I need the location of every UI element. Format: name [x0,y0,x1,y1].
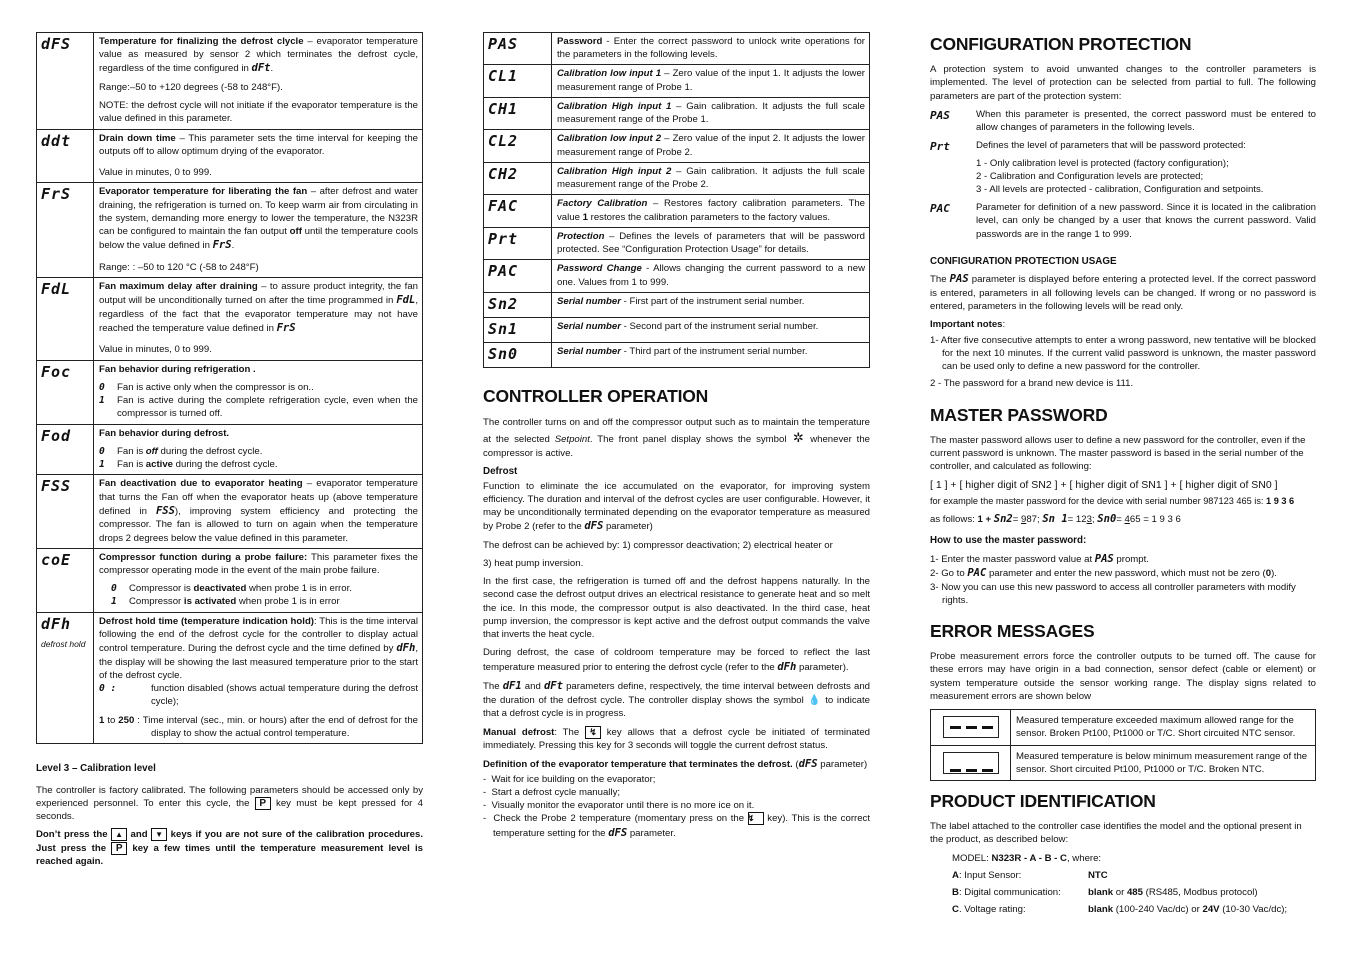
option-bold: off [145,445,158,457]
param-ref: PAC [967,567,987,580]
error-table [930,709,1316,781]
param-row-ch2 [484,162,870,194]
param-title: Fan maximum delay after draining [99,281,258,293]
param-desc-2: until the temperature cools below the value defined in [99,226,418,252]
text-bold: blank [1088,887,1114,899]
option-value: 0 : [99,683,117,695]
model-line [952,852,1316,865]
param-desc: – evaporator temperature that turns the Fan off when the evaporator heats up (above temperature defined in [99,478,418,517]
param-ref: Sn 1 [1042,512,1068,525]
param-ref: FSS [155,504,175,517]
param-row-fdl [37,278,423,361]
param-code: Foc [41,362,72,381]
master-password-heading: MASTER PASSWORD [930,404,1108,425]
text: 1- Enter the master password value at [930,553,1095,565]
option-value: 1 [111,596,117,608]
param-title: Temperature for finalizing the defrost clycle [99,36,304,47]
param-title: Serial number [557,295,621,307]
howto-list [930,552,1316,607]
param-code: coE [41,550,72,569]
text: : Input Sensor: [958,869,1022,881]
param-title: Protection [557,230,605,242]
text: ). [1271,568,1277,580]
param-code: CH1 [488,99,519,118]
text-bold: blank [1088,904,1114,916]
option-1 [99,394,418,420]
param-desc [976,108,1316,134]
text: Don’t press the [36,829,112,841]
param-code: dFh [41,614,72,633]
param-line: 3 - All levels are protected - calibration, Configuration and setpoints. [976,184,1264,196]
text: whenever the compressor is active. [483,433,870,459]
param-row-foc [37,360,423,424]
text-bold: Definition of the evaporator temperature that terminates the defrost. [483,759,793,771]
param-title: Compressor function during a probe failure: [99,551,308,563]
text: and [127,829,152,841]
snowflake-icon: ✲ [792,429,804,445]
bullet-text: Start a defrost cycle manually; [491,786,621,798]
text: = [1012,513,1021,525]
option-bold: deactivated [193,583,247,595]
text-bold: 24V [1202,904,1220,916]
level3-title: Level 3 – Calibration level [36,763,156,775]
option-range [99,714,418,740]
param-title: Calibration High input 1 [557,100,672,112]
param-desc: - Third part of the instrument serial number. [620,346,808,358]
text: = [1116,513,1125,525]
defrost-p6 [483,679,870,721]
param-row-coe [37,548,423,612]
text: parameter and enter the new password, which must not be zero ( [986,568,1266,580]
param-desc [976,139,1316,196]
param-desc: - First part of the instrument serial number. [620,295,805,307]
param-title: Calibration High input 2 [557,165,672,177]
notes-title [930,318,1316,331]
manual-defrost [483,726,870,753]
param-ref: dFt [251,62,271,75]
option-value: 0 [99,381,105,393]
param-desc: – after defrost and water draining, the refrigeration is turned on. To keep warm air from circulating in the system, demanding more energy to lower the temperature, the N323R can be configured to maintain the fan output [99,186,419,238]
howto-heading: How to use the master password: [930,535,1087,547]
digit-highlight: 3 [1086,513,1092,525]
defrost-p3: 3) heat pump inversion. [483,557,584,569]
text-bold: B [952,887,959,899]
param-title: Fan deactivation due to evaporator heating [99,478,303,490]
param-row-fss [37,475,423,548]
column-2 [483,32,870,840]
param-ref: dF1 [502,680,522,693]
param-desc-2: restores the calibration parameters to the factory values. [587,211,831,223]
option-range-start: 1 [99,714,105,726]
param-title: Factory Calibration [557,198,648,210]
bullet-1: - Wait for ice building on the evaporator; [483,773,656,785]
option-value: 1 [99,395,105,407]
usage-text [930,272,1316,313]
config-protection-heading: CONFIGURATION PROTECTION [930,34,1192,54]
text: Function to eliminate the ice accumulated on the evaporator, for improving system efficiency. The duration and interval of the defrost cycles are user configurable. However, it may be unconditionally terminated depending on the evaporator temperature as measured by Probe 2 (refer to the [483,480,870,533]
param-row-dfh [37,612,423,743]
text: During defrost, the case of coldroom temperature may be forced to reflect the last temperature measured prior to entering the defrost cycle (refer to the [483,647,870,673]
defrost-heading: Defrost [483,466,518,477]
option-value: 0 [111,583,117,595]
text-italic: Setpoint [554,433,590,445]
bullet-text: parameter. [627,827,676,839]
option-1 [99,595,418,608]
param-line: Defines the level of parameters that will be password protected: [976,140,1246,152]
param-desc: – Defines the levels of parameters that will be password protected. See “Configuration Protection Usage” for details. [557,230,865,256]
column-3 [930,32,1316,917]
text: parameter) [603,521,653,533]
param-code: PAS [930,108,950,122]
up-key-icon: ▲ [111,828,127,841]
text: MODEL: [952,852,992,864]
text: (10-30 Vac/dc); [1219,904,1288,916]
param-desc-end: . [270,63,274,75]
param-row-pac [484,260,870,292]
master-password-example [930,495,1316,508]
level3-warning [36,828,423,868]
text: ( [792,759,799,771]
option-0 [99,381,418,394]
option-value: 0 [99,445,105,457]
text: prompt. [1113,553,1149,565]
param-code: PAC [930,202,950,216]
error-desc: Measured temperature exceeded maximum allowed range for the sensor. Broken Pt100, Pt1000 or T/C. Short circuited NTC sensor. [1011,710,1316,745]
option-0 [99,682,418,708]
text-bold: A [952,869,959,881]
param-desc-2: ), improving system efficiency and protecting the compressor. The fan is allowed to turn on again when the temperature drops 2 degrees below the value defined in this parameter. [99,505,418,544]
param-code: Sn1 [488,319,519,338]
text-bold: Important notes [930,319,1003,331]
bullet-2: - Start a defrost cycle manually; [483,786,621,798]
option-value [1088,903,1316,916]
level3-intro [36,784,423,824]
param-desc: – Zero value of the input 2. It adjusts the lower measurement range of Probe 2. [557,133,866,158]
bullet-text: Wait for ice building on the evaporator; [491,773,656,785]
param-code: CH2 [488,164,519,183]
param-desc: – Gain calibration. It adjusts the full scale measurement range of the Probe 1. [557,100,865,126]
option-key [952,869,1088,882]
param-ref: Sn2 [993,512,1013,525]
param-line: 1 - Only calibration level is protected (factory configuration); [976,157,1229,169]
protection-param-list [930,108,1316,241]
defrost-p2: The defrost can be achieved by: 1) compressor deactivation; 2) electrical heater or [483,539,833,551]
bullet-4: - Check the Probe 2 temperature (momentary press on the ↯ key). This is the correct temperature setting for the dFS parameter. [483,813,871,839]
param-title: Drain down time [99,132,176,144]
param-row-dfs [37,33,423,130]
param-row-ddt [37,129,423,183]
droplets-icon: 💧 [808,694,821,706]
param-ref: PAS [949,273,969,286]
digit-highlight: 9 [1021,513,1027,525]
param-ref: dFS [798,758,818,771]
param-code: Prt [488,229,519,248]
param-desc [976,201,1316,241]
param-row-ch1 [484,97,870,129]
howto-step-2 [930,566,1316,580]
p-key-icon: P [255,797,271,810]
param-title: Serial number [557,320,621,332]
option-range-end: 250 [118,714,135,726]
param-code: PAS [488,35,519,53]
param-title: Calibration low input 1 [557,68,662,80]
text: key a few times until the temperature measurement level is reached again. [36,842,423,867]
text: 2- Go to [930,568,968,580]
param-bold: off [289,226,302,238]
param-row-sn1 [484,317,870,342]
notes-list [930,334,1316,391]
param-title: Fan behavior during defrost. [99,427,230,439]
text: ; [1091,513,1098,525]
text: The controller is factory calibrated. The following parameters should be accessed only by experienced personnel. To enter this cycle, the [36,784,423,809]
param-title: Password Change [557,263,642,275]
param-ref: dFh [777,660,797,673]
param-range: Range:–50 to +120 degrees (-58 to 248°F). [99,81,283,93]
text: parameter) [817,759,868,771]
param-ref: dFS [584,520,604,533]
bullet-3: - Visually monitor the evaporator until there is no more ice on it. [483,800,755,812]
param-ref: dFt [543,680,563,693]
option-value [1088,886,1316,899]
howto-step-1 [930,552,1316,566]
param-range: Value in minutes, 0 to 999. [99,344,212,356]
text-bold: 1 9 3 6 [1266,495,1295,506]
param-ref: FrS [212,239,232,252]
text: for example the master password for the device with serial number 987123 465 is: [930,495,1267,506]
text: 87; [1026,513,1043,525]
digit-highlight: 4 [1124,513,1130,525]
parameter-table-level3 [483,32,870,368]
option-0 [99,445,418,458]
text: , where: [1066,852,1102,864]
param-code: CL1 [488,67,519,86]
text: or [1113,887,1127,899]
param-desc: – Gain calibration. It adjusts the full scale measurement range of the Probe 2. [557,165,865,191]
text: parameter). [796,661,849,673]
param-desc: – to assure product integrity, the fan output will be unconditionally turned on after the time programmed in [99,281,418,307]
param-row-frs [37,183,423,278]
master-password-intro: The master password allows user to define a new password for the controller, even if the current password is unknown. The master password is based in the serial number of the controller, and calculated as following: [930,434,1306,473]
definition-title [483,757,870,771]
text: 65 = 1 9 3 6 [1129,513,1181,525]
parameter-table-level2 [36,32,423,744]
howto-step-3: 3- Now you can use this new password to access all controller parameters with modify rights. [930,581,1296,606]
option-bold: active [145,459,173,471]
param-row-pas [484,33,870,65]
display-over-range-icon [943,716,999,738]
param-desc: – evaporator temperature value as measured by sensor 2 which terminates the defrost cycle, regardless of the time configured in [99,36,418,75]
param-code: ddt [41,131,72,150]
param-ref: FdL [396,294,416,307]
param-code: Fod [41,426,72,445]
text-bold: 485 [1126,887,1143,899]
option-1 [99,458,418,471]
param-desc: – Zero value of the input 1. It adjusts the lower measurement range of Probe 1. [557,68,866,93]
param-desc: - Enter the correct password to unlock write operations for the parameters in the following levels. [557,36,865,61]
param-code: dFS [41,35,72,53]
text-bold: Manual defrost [483,726,555,738]
text: (RS485, Modbus protocol) [1142,887,1258,899]
param-code: FAC [488,197,519,216]
operation-intro [483,416,870,460]
bullet-text: Check the Probe 2 temperature (momentary press on the [493,813,748,825]
text: key allows that a defrost cycle be initiated of terminated immediately. Pressing this key for 3 seconds will toggle the current defrost status. [483,726,871,751]
param-row-prt [484,227,870,259]
defrost-p5 [483,646,870,674]
text: The [930,274,950,286]
text: = 12 [1067,513,1087,525]
master-password-formula: [ 1 ] + [ higher digit of SN2 ] + [ higher digit of SN1 ] + [ higher digit of SN0 ] [930,479,1278,492]
defrost-p4: In the first case, the refrigeration is turned off and the defrost happens naturally. In the second case the defrost output drives an electrical resistance to generate heat and so melt the ice. In this mode, the compressor output is also deactivated. In the third case, heat pump inversion, the compressor is kept active and the defrost output commands the valve that inverts the heat cycle. [483,576,870,641]
defrost-key-icon: ↯ [748,812,764,825]
param-title: Serial number [557,346,621,358]
option-text: : Time interval (sec., min. or hours) after the end of defrost for the display to show the actual control temperature. [134,714,418,739]
config-protection-intro: A protection system to avoid unwanted changes to the controller parameters is implemented. The level of protection can be selected from partial to full. The following parameters are part of the protection system: [930,64,1316,102]
param-row-sn0 [484,343,870,368]
option-text: Fan is [117,445,146,457]
param-title: Calibration low input 2 [557,133,662,145]
option-text-end: when probe 1 is in error [236,596,340,608]
text: key must be kept pressed for 4 seconds. [36,797,423,823]
option-value [1088,869,1316,882]
param-desc: – This parameter sets the time interval for keeping the outputs off to allow optimum drying of the evaporator. [99,132,419,157]
param-desc: : This is the time interval following the end of the defrost cycle for the controller to display actual control temperature. During the defrost cycle and the time defined by [99,615,418,655]
param-row-cl1 [484,65,870,97]
param-ref: dFS [608,826,628,839]
note-item: 2 - The password for a brand new device is 111. [930,378,1134,390]
param-title: Fan behavior during refrigeration . [99,363,256,375]
param-row-cl2 [484,130,870,162]
text: parameter is displayed before entering a protected level. If the correct password is entered, parameters in all following levels can be changed. If wrong or no password is entered, parameters in the following levels will be read only. [930,274,1317,313]
text: : Digital communication: [958,887,1061,899]
param-desc: - Allows changing the current password to a new one. Values from 1 to 999. [557,263,866,288]
text-bold: 1 + [977,513,994,525]
option-text-end: during the defrost cycle. [173,459,278,471]
param-code: Sn0 [488,345,519,364]
param-range: Value in minutes, 0 to 999. [99,167,212,179]
error-row-over [931,710,1316,745]
param-desc-2: , regardless of the fact that the evaporator temperature may not have reached the temperature value defined in [99,295,418,334]
text: and [521,681,544,693]
param-desc: - Second part of the instrument serial number. [620,320,819,332]
option-text-end: during the defrost cycle. [157,445,263,457]
param-ref-2: FrS [276,321,296,334]
option-key [952,886,1088,899]
option-0 [99,582,418,595]
usage-heading: CONFIGURATION PROTECTION USAGE [930,255,1117,267]
error-messages-intro: Probe measurement errors force the controller outputs to be turned off. The cause for these errors may have origin in a bad connection, sensor defect (cable or element) or system temperature outside the sensor working range. The display signs related to measurement errors are shown below [930,651,1316,702]
option-bold: is activated [183,596,237,608]
param-code: CL2 [488,132,519,151]
param-code: FdL [41,280,72,299]
param-code: PAC [488,262,519,281]
down-key-icon: ▼ [151,828,167,841]
text: : The [554,726,585,738]
param-ref: PAS [1094,552,1114,565]
text: as follows: [930,513,978,525]
option-text: Compressor is [129,583,194,595]
text-bold: NTC [1088,869,1108,881]
option-text-end: when probe 1 is in error. [246,583,352,595]
option-text: Fan is [117,459,146,471]
master-password-calc [930,512,1316,526]
text: . The front panel display shows the symbol [589,433,792,445]
text: . Voltage rating: [958,904,1026,916]
text-bold: C [952,904,959,916]
param-desc: This parameter fixes the compressor operating mode in the event of the main probe failure. [99,551,419,576]
param-ref: dFh [396,642,416,655]
text: to indicate that a defrost cycle is in progress. [483,694,870,720]
param-code: FSS [41,477,72,496]
error-messages-heading: ERROR MESSAGES [930,621,1095,642]
param-title: Evaporator temperature for liberating the fan [99,186,308,198]
column-1 [36,32,423,873]
product-identification-heading: PRODUCT IDENTIFICATION [930,791,1156,812]
display-under-range-icon [943,752,999,774]
text-bold: 0 [1265,568,1272,580]
param-code: FrS [41,185,72,204]
option-key [952,903,1088,916]
param-code: Prt [930,140,950,154]
param-title: Defrost hold time (temperature indication hold) [99,615,314,627]
option-text: Fan is active during the complete refrigeration cycle, even when the compressor is turned off. [117,395,418,420]
text: (100-240 Vac/dc) or [1113,904,1203,916]
bullet-text: key). This is the correct temperature setting for the [493,813,871,839]
param-title: Password [557,36,603,47]
text: parameters define, respectively, the time interval between defrosts and the duration of the defrost cycle. The controller display shows the symbol [483,681,870,706]
param-row-fod [37,424,423,475]
model-options [952,869,1316,917]
param-line: 2 - Calibration and Configuration levels are protected; [976,170,1204,182]
text: The [483,681,503,693]
option-text: Fan is active only when the compressor is on.. [117,381,314,393]
option-text: Compressor [129,596,184,608]
defrost-p1 [483,480,870,534]
p-key-icon: P [111,842,127,855]
option-value: 1 [99,459,105,471]
param-row-sn2 [484,292,870,317]
text: The controller turns on and off the compressor output such as to maintain the temperature at the selected [483,416,870,445]
param-sublabel: defrost hold [41,638,86,649]
param-desc: – Restores factory calibration parameters. The value [557,198,865,223]
param-code: Sn2 [488,294,519,313]
param-row-fac [484,195,870,227]
param-line: When this parameter is presented, the correct password must be entered to allow changes of parameters in the following levels. [976,108,1316,134]
param-note: NOTE: the defrost cycle will not initiate if the evaporator temperature is the value defined in this parameter. [99,100,418,125]
error-row-under [931,745,1316,780]
param-range: Range: : –50 to 120 °C (-58 to 248°F) [99,261,259,273]
param-line: Parameter for definition of a new password. Since it is located in the calibration level, can only be changed by a user that knows the current password. Valid passwords are in the range 1 to 999. [976,202,1316,240]
option-text: function disabled (shows actual temperature during the defrost cycle); [151,683,418,708]
product-identification-intro: The label attached to the controller case identifies the model and the optional present in the product, as described below: [930,821,1302,846]
text-bold: N323R - A - B - C [991,852,1067,864]
controller-operation-heading: CONTROLLER OPERATION [483,386,709,407]
bullet-text: Visually monitor the evaporator until there is no more ice on it. [491,800,755,812]
defrost-key-icon: ↯ [585,726,601,739]
param-bold: 1 [582,211,588,223]
text: keys if you are not sure of the calibration procedures. Just press the [36,829,424,854]
text: : [1002,319,1006,331]
param-desc-end: . [231,240,235,252]
error-desc: Measured temperature is below minimum measurement range of the sensor. Short circuited Pt100, Pt1000 or T/C. Broken NTC. [1011,745,1316,780]
param-desc-2: , the display will be showing the last measured temperature prior to the start of the defrost cycle. [99,643,418,681]
note-item: 1- After five consecutive attempts to enter a wrong password, new tentative will be blocked for the next 10 minutes. If the current valid password is unknown, the master password can be used only to define a new password for the controller. [930,334,1316,373]
option-range-to: to [104,714,119,726]
param-ref: Sn0 [1097,512,1117,525]
